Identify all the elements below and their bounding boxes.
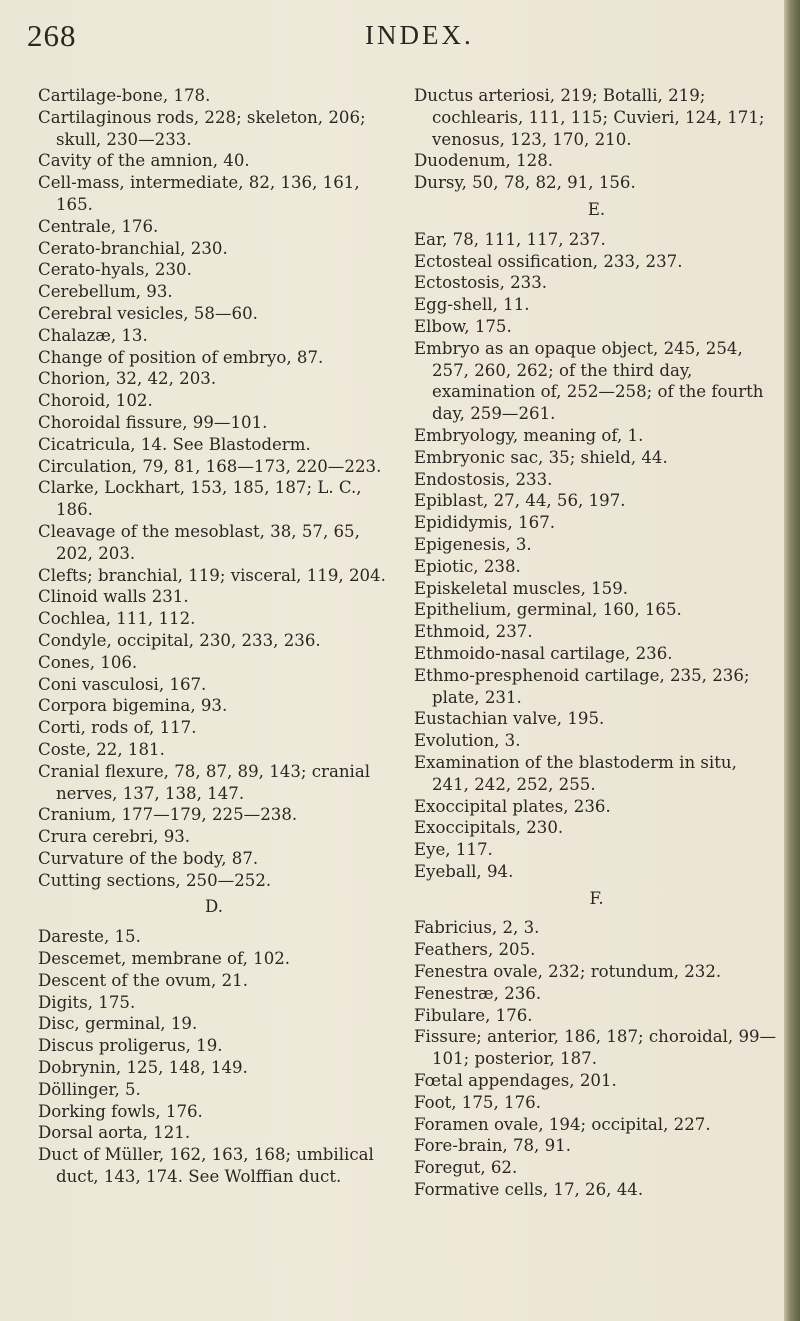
index-entry: Epididymis, 167. <box>414 513 556 533</box>
index-entry: Fabricius, 2, 3. <box>414 918 540 938</box>
index-entry: Cerebral vesicles, 58—60. <box>38 303 258 323</box>
index-entry: Descent of the ovum, 21. <box>38 970 248 990</box>
index-entry: Cartilage-bone, 178. <box>38 86 211 105</box>
index-entry: Digits, 175. <box>38 992 136 1012</box>
index-entry: Choroid, 102. <box>38 391 153 411</box>
index-entry: Chorion, 32, 42, 203. <box>38 369 217 389</box>
index-entry: Cartilaginous rods, 228; skeleton, 206; skull, 230—233. <box>38 107 366 149</box>
index-entry: Ectostosis, 233. <box>414 273 548 293</box>
page-edge <box>784 0 800 1321</box>
index-entry: Circulation, 79, 81, 168—173, 220—223. <box>38 456 382 476</box>
index-entry: Duct of Müller, 162, 163, 168; umbilical duct, 143, 174. See Wolffian duct. <box>38 1145 374 1187</box>
index-entry: Epiblast, 27, 44, 56, 197. <box>414 491 626 511</box>
index-entry: Fibulare, 176. <box>414 1005 533 1025</box>
index-entry: Foregut, 62. <box>414 1158 518 1178</box>
index-entry: Cutting sections, 250—252. <box>38 870 272 890</box>
index-entry: Clefts; branchial, 119; visceral, 119, 204. <box>38 565 386 585</box>
index-entry: Ear, 78, 111, 117, 237. <box>414 229 606 249</box>
index-entry: Corpora bigemina, 93. <box>38 696 228 716</box>
index-entry: Cerato-branchial, 230. <box>38 238 228 258</box>
index-entry: Ectosteal ossification, 233, 237. <box>414 251 683 271</box>
index-entry: Condyle, occipital, 230, 233, 236. <box>38 630 321 650</box>
index-entry: Endostosis, 233. <box>414 469 553 489</box>
index-entry: Dobrynin, 125, 148, 149. <box>38 1058 248 1078</box>
index-entry: Cerato-hyals, 230. <box>38 260 192 280</box>
index-entry: Cochlea, 111, 112. <box>38 609 196 629</box>
index-entry: Dursy, 50, 78, 82, 91, 156. <box>414 173 636 193</box>
index-entry: Embryo as an opaque object, 245, 254, 257, 260, 262; of the third day, examination of, 252—258; of the fourth day, 259—261. <box>414 338 764 424</box>
index-entry: Foramen ovale, 194; occipital, 227. <box>414 1114 711 1134</box>
index-entry: Crura cerebri, 93. <box>38 827 191 847</box>
index-entry: Eye, 117. <box>414 840 493 860</box>
index-entry: Formative cells, 17, 26, 44. <box>414 1180 644 1200</box>
index-entry: Fenestræ, 236. <box>414 983 542 1003</box>
index-entry: Centrale, 176. <box>38 216 159 236</box>
page-header <box>0 18 784 58</box>
index-entry: Egg-shell, 11. <box>414 295 530 315</box>
index-entry: Cranial flexure, 78, 87, 89, 143; cranial nerves, 137, 138, 147. <box>38 761 371 803</box>
index-entry: Fœtal appendages, 201. <box>414 1071 617 1091</box>
index-entry: Dorking fowls, 176. <box>38 1101 203 1121</box>
index-entry: Curvature of the body, 87. <box>38 848 259 868</box>
index-entry: Embryonic sac, 35; shield, 44. <box>414 447 668 467</box>
e-entries <box>414 229 779 883</box>
index-entry: Cleavage of the mesoblast, 38, 57, 65, 202, 203. <box>38 521 360 563</box>
index-entry: Epithelium, germinal, 160, 165. <box>414 600 682 620</box>
index-entry: Cones, 106. <box>38 652 138 672</box>
index-entry: Ductus arteriosi, 219; Botalli, 219; cochlearis, 111, 115; Cuvieri, 124, 171; venosus, 123, 170, 210. <box>414 86 765 149</box>
d-entries-continued <box>414 85 779 194</box>
c-entries <box>38 85 390 891</box>
index-entry: Epiotic, 238. <box>414 556 521 576</box>
d-entries <box>38 926 390 1188</box>
index-entry: Coste, 22, 181. <box>38 739 165 759</box>
index-entry: Fenestra ovale, 232; rotundum, 232. <box>414 962 722 982</box>
index-entry: Choroidal fissure, 99—101. <box>38 412 268 432</box>
index-entry: Corti, rods of, 117. <box>38 718 197 738</box>
index-entry: Eyeball, 94. <box>414 861 514 881</box>
left-column <box>38 85 390 1188</box>
index-entry: Ethmoid, 237. <box>414 622 533 642</box>
index-entry: Ethmo-presphenoid cartilage, 235, 236; plate, 231. <box>414 665 750 707</box>
index-entry: Descemet, membrane of, 102. <box>38 949 291 969</box>
section-letter-e: E. <box>587 199 606 219</box>
index-entry: Examination of the blastoderm in situ, 241, 242, 252, 255. <box>414 752 737 794</box>
index-entry: Döllinger, 5. <box>38 1079 141 1099</box>
index-entry: Embryology, meaning of, 1. <box>414 425 644 445</box>
index-entry: Coni vasculosi, 167. <box>38 674 207 694</box>
page-number: 268 <box>27 18 77 53</box>
index-entry: Eustachian valve, 195. <box>414 709 605 729</box>
index-entry: Dareste, 15. <box>38 927 141 947</box>
index-entry: Clinoid walls 231. <box>38 587 189 607</box>
index-entry: Ethmoido-nasal cartilage, 236. <box>414 643 673 663</box>
index-entry: Duodenum, 128. <box>414 151 554 171</box>
index-entry: Discus proligerus, 19. <box>38 1036 223 1056</box>
index-entry: Chalazæ, 13. <box>38 325 148 345</box>
index-entry: Feathers, 205. <box>414 940 536 960</box>
index-entry: Elbow, 175. <box>414 316 512 336</box>
index-entry: Disc, germinal, 19. <box>38 1014 198 1034</box>
index-entry: Foot, 175, 176. <box>414 1092 541 1112</box>
index-entry: Cicatricula, 14. See Blastoderm. <box>38 434 311 454</box>
index-entry: Evolution, 3. <box>414 731 521 751</box>
index-entry: Dorsal aorta, 121. <box>38 1123 191 1143</box>
page-title: INDEX. <box>365 20 474 50</box>
index-entry: Epigenesis, 3. <box>414 534 532 554</box>
index-entry: Cranium, 177—179, 225—238. <box>38 805 298 825</box>
index-entry: Exoccipitals, 230. <box>414 818 564 838</box>
index-entry: Cerebellum, 93. <box>38 282 173 302</box>
index-entry: Exoccipital plates, 236. <box>414 796 611 816</box>
index-entry: Change of position of embryo, 87. <box>38 347 324 367</box>
index-entry: Clarke, Lockhart, 153, 185, 187; L. C., 186. <box>38 478 362 520</box>
right-column <box>414 85 779 1201</box>
index-entry: Fissure; anterior, 186, 187; choroidal, 99—101; posterior, 187. <box>414 1027 777 1069</box>
section-letter-f: F. <box>589 888 604 908</box>
f-entries <box>414 917 779 1200</box>
index-entry: Episkeletal muscles, 159. <box>414 578 629 598</box>
index-entry: Cavity of the amnion, 40. <box>38 151 250 171</box>
index-entry: Fore-brain, 78, 91. <box>414 1136 572 1156</box>
index-entry: Cell-mass, intermediate, 82, 136, 161, 165. <box>38 173 360 214</box>
section-letter-d: D. <box>205 897 223 917</box>
